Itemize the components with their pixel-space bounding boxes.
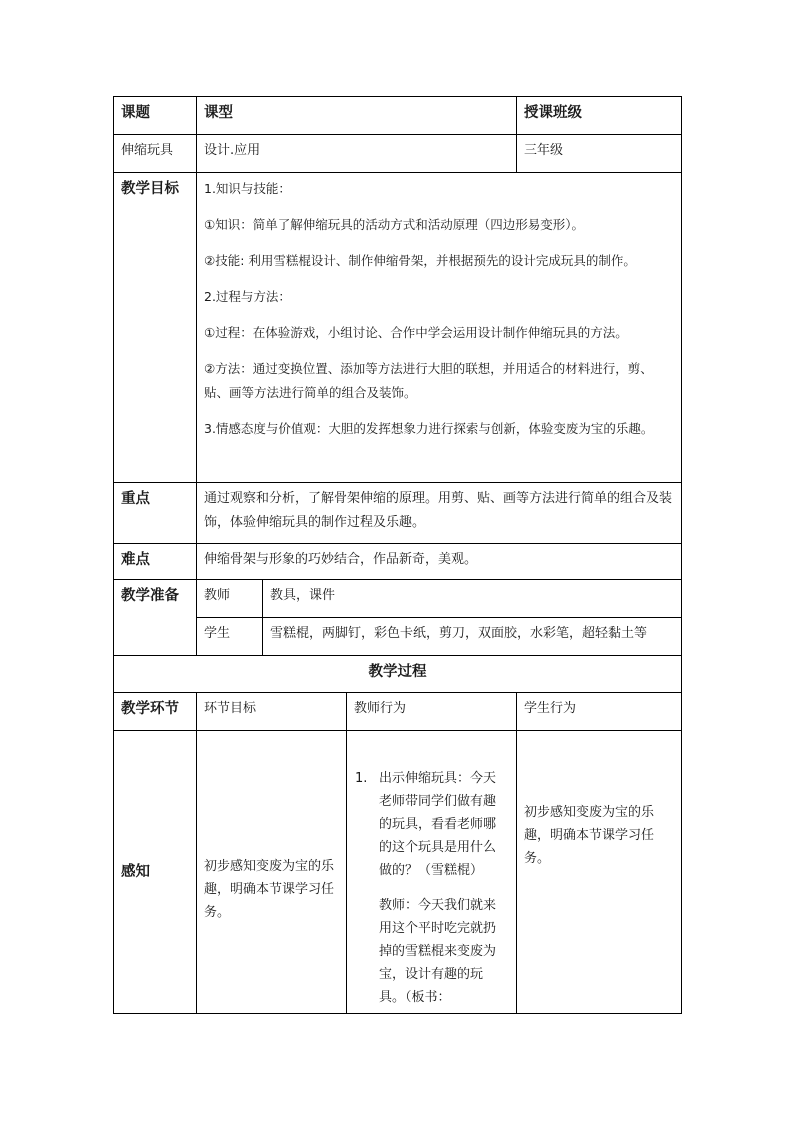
list-number: 1. [355,771,368,786]
stage-perception: 感知 [114,731,197,1014]
difficulty-label: 难点 [114,544,197,580]
objective-paragraph: ②技能: 利用雪糕棍设计、制作伸缩骨架，并根据预先的设计完成玩具的制作。 [204,253,636,268]
stage-header: 教学环节 [114,693,197,731]
teacher-role: 教师 [197,580,263,618]
perception-goal: 初步感知变废为宝的乐趣，明确本节课学习任务。 [197,731,347,1014]
difficulty-text: 伸缩骨架与形象的巧妙结合，作品新奇，美观。 [197,544,682,580]
teacher-header: 教师行为 [347,693,517,731]
teacher-action-text: 出示伸缩玩具：今天老师带同学们做有趣的玩具，看看老师哪的这个玩具是用什么做的？（雪糕棍） [379,771,497,878]
class-label: 授课班级 [517,97,682,135]
objective-paragraph: 1.知识与技能： [204,181,291,196]
goal-header: 环节目标 [197,693,347,731]
lesson-plan-table [113,96,682,1014]
subject-label: 课题 [114,97,197,135]
teacher-action-item [355,767,502,882]
subject-value: 伸缩玩具 [114,135,197,173]
student-header: 学生行为 [517,693,682,731]
type-value: 设计.应用 [197,135,517,173]
perception-teacher-actions [347,731,517,1014]
teacher-items: 教具，课件 [263,580,682,618]
perception-student-actions: 初步感知变废为宝的乐趣，明确本节课学习任务。 [517,731,682,1014]
preparation-label: 教学准备 [114,580,197,656]
student-items: 雪糕棍，两脚钉，彩色卡纸，剪刀，双面胶，水彩笔，超轻黏土等 [263,618,682,656]
student-role: 学生 [197,618,263,656]
key-point-text: 通过观察和分析，了解骨架伸缩的原理。用剪、贴、画等方法进行简单的组合及装饰，体验伸缩玩具的制作过程及乐趣。 [197,483,682,544]
objective-paragraph: 3.情感态度与价值观：大胆的发挥想象力进行探索与创新，体验变废为宝的乐趣。 [204,421,654,436]
objective-paragraph: ②方法：通过变换位置、添加等方法进行大胆的联想，并用适合的材料进行，剪、贴、画等方法进行简单的组合及装饰。 [204,361,653,400]
objectives-label: 教学目标 [114,173,197,483]
objective-paragraph: ①过程：在体验游戏，小组讨论、合作中学会运用设计制作伸缩玩具的方法。 [204,325,628,340]
process-title: 教学过程 [114,656,682,693]
objectives-content [197,173,682,483]
key-point-label: 重点 [114,483,197,544]
objective-paragraph: 2.过程与方法： [204,289,291,304]
class-value: 三年级 [517,135,682,173]
teacher-followup-text: 教师：今天我们就来用这个平时吃完就扔掉的雪糕棍来变废为宝，设计有趣的玩具。（板书： [379,898,497,1005]
objective-paragraph: ①知识：简单了解伸缩玩具的活动方式和活动原理（四边形易变形）。 [204,217,584,232]
type-label: 课型 [197,97,517,135]
